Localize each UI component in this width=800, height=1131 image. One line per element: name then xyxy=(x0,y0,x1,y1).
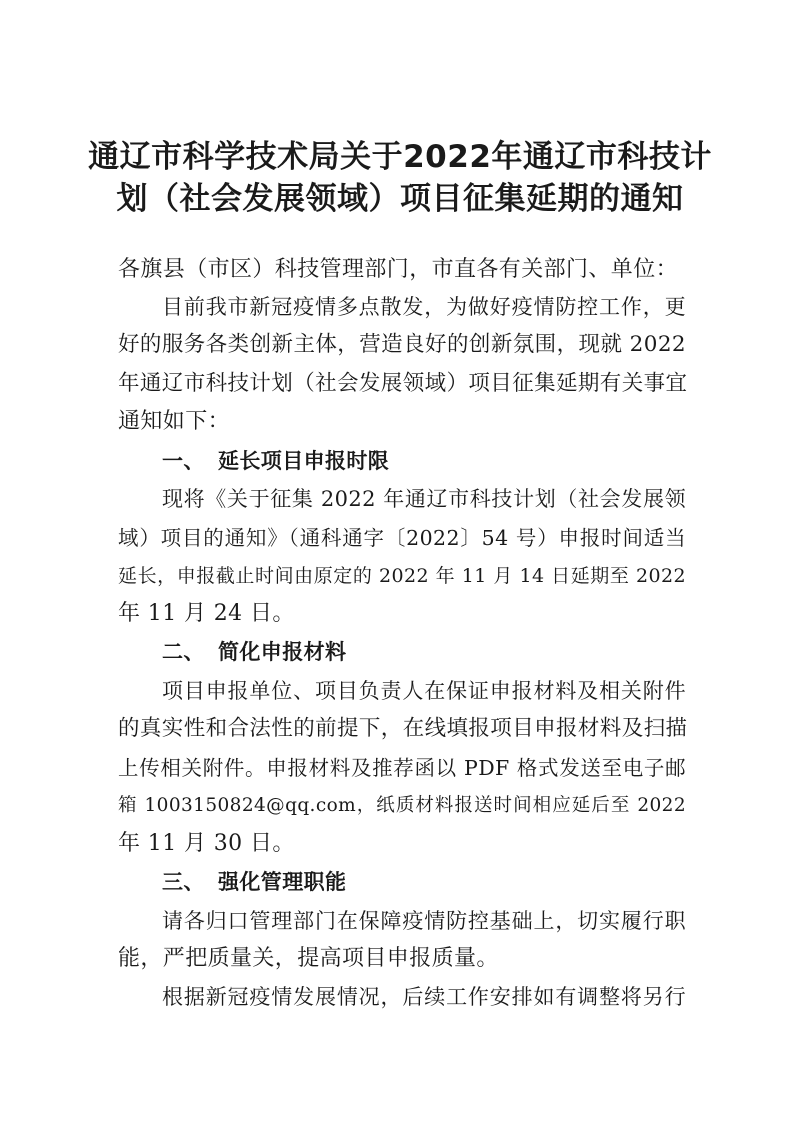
closing-line: 根据新冠疫情发展情况，后续工作安排如有调整将另行 xyxy=(162,985,686,1009)
section-3-line: 能，严把质量关，提高项目申报质量。 xyxy=(118,946,499,971)
intro-line: 通知如下： xyxy=(118,409,231,434)
section-number: 三、 xyxy=(162,870,205,894)
intro-line: 年通辽市科技计划（社会发展领域）项目征集延期有关事宜 xyxy=(118,371,688,396)
section-heading-text: 简化申报材料 xyxy=(218,640,347,664)
salutation: 各旗县（市区）科技管理部门，市直各有关部门、单位： xyxy=(118,257,679,282)
section-2-line: 年 11 月 30 日。 xyxy=(118,831,295,856)
section-3-line: 请各归口管理部门在保障疫情防控基础上，切实履行职 xyxy=(162,909,686,933)
section-heading-2 xyxy=(162,637,346,667)
section-number: 一、 xyxy=(162,449,205,473)
section-2-line: 项目申报单位、项目负责人在保证申报材料及相关附件 xyxy=(162,679,686,703)
document-title-line-1: 通辽市科学技术局关于2022年通辽市科技计 xyxy=(88,139,712,175)
section-2-line: 箱 1003150824@qq.com，纸质材料报送时间相应延后至 2022 xyxy=(118,795,686,816)
intro-line: 好的服务各类创新主体，营造良好的创新氛围，现就 2022 xyxy=(118,332,686,357)
section-heading-3 xyxy=(162,867,346,897)
section-heading-text: 延长项目申报时限 xyxy=(218,449,390,473)
section-heading-text: 强化管理职能 xyxy=(218,870,347,894)
document-title-line-2: 划（社会发展领域）项目征集延期的通知 xyxy=(116,181,684,217)
section-heading-1 xyxy=(162,446,389,476)
section-1-line: 延长，申报截止时间由原定的 2022 年 11 月 14 日延期至 2022 xyxy=(118,565,686,587)
section-1-line: 年 11 月 24 日。 xyxy=(118,601,295,626)
section-1-line: 现将《关于征集 2022 年通辽市科技计划（社会发展领 xyxy=(162,487,686,511)
intro-line: 目前我市新冠疫情多点散发，为做好疫情防控工作，更 xyxy=(162,295,686,319)
section-number: 二、 xyxy=(162,640,205,664)
section-2-line: 的真实性和合法性的前提下，在线填报项目申报材料及扫描 xyxy=(118,716,688,741)
section-1-line: 域）项目的通知》（通科通字〔2022〕54 号）申报时间适当 xyxy=(118,526,686,550)
section-2-line: 上传相关附件。申报材料及推荐函以 PDF 格式发送至电子邮 xyxy=(118,756,686,780)
